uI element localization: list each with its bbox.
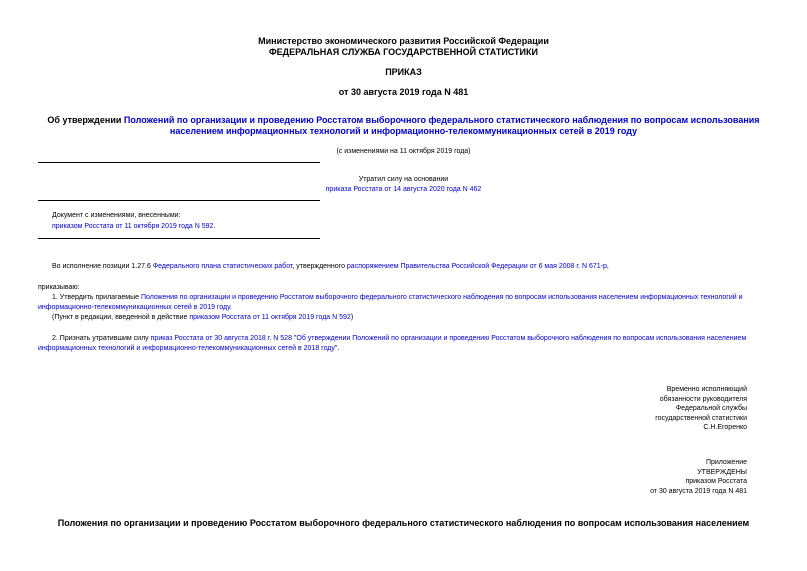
appendix-line: от 30 августа 2019 года N 481 [650,487,747,495]
old-regulations-link-continued[interactable]: информационных технологий и информационно-телекоммуникационных сетей в 2018 году [38,345,335,352]
appendix-block [650,458,747,496]
document-date: от 30 августа 2019 года N 481 [338,87,469,97]
status-text: Утратил силу на основании [358,176,449,183]
item-2 [52,334,746,344]
document-title [0,115,807,126]
signature-name: С.Н.Егоренко [703,424,747,431]
federal-plan-link[interactable]: Федерального плана статистических работ [152,263,293,270]
document-title-line2 [0,126,807,137]
item-1-line2 [38,303,232,313]
item-1 [52,293,743,303]
item-2-line2 [38,344,339,354]
title-prefix: Об утверждении [47,115,124,125]
item-1-text: 1. Утвердить прилагаемые [52,294,141,301]
signature-line: обязанности руководителя [659,395,747,403]
old-order-link[interactable]: приказ Росстата от 30 августа 2018 г. N 528 [150,335,292,342]
divider [38,200,320,201]
preamble-text: Во исполнение позиции 1.27.6 [52,263,153,270]
appendix-line: УТВЕРЖДЕНЫ [697,468,747,476]
item-1-suffix: . [229,304,232,311]
item-2-text: " [291,335,297,342]
changes-label: Документ с изменениями, внесенными: [52,212,181,219]
regulations-link[interactable]: Положения по организации и проведению Росстатом выборочного федерального статистического наблюдения по вопросам использования населением информационных технологий и [140,294,743,301]
order-word: приказываю: [38,284,80,291]
divider [38,238,320,239]
signature-line: Временно исполняющий [666,386,747,393]
repeal-order-link[interactable]: приказа Росстата от 14 августа 2020 года N 462 [325,186,482,193]
signature-line: государственной статистики [655,414,747,422]
preamble-text: , утвержденного [292,263,347,270]
appendix-line: Приложение [705,459,747,466]
changes-order-link[interactable]: приказом Росстата от 11 октября 2019 года N 592 [52,223,214,230]
signature-block [655,385,747,433]
government-order-link[interactable]: распоряжением Правительства Российской Федерации от 6 мая 2008 г. N 671-р [346,263,607,270]
preamble-text: , [606,263,609,270]
old-regulations-link[interactable]: Об утверждении Положений по организации и проведению Росстатом выборочного наблюдения по вопросам использования населением [296,335,747,342]
status-link-line [0,185,807,195]
changes-suffix: . [213,223,216,230]
amendment-order-link[interactable]: приказом Росстата от 11 октября 2019 года N 592 [189,314,351,321]
signature-line: Федеральной службы [675,405,747,412]
ministry-name: Министерство экономического развития Российской Федерации [258,36,549,46]
item-2-text: 2. Признать утратившим силу [52,335,151,342]
title-link[interactable]: Положений по организации и проведению Росстатом выборочного федерального статистического наблюдения по вопросам использования [123,115,760,125]
regulations-heading: Положения по организации и проведению Росстатом выборочного федерального статистического наблюдения по вопросам использования населением [57,518,750,528]
service-name: ФЕДЕРАЛЬНАЯ СЛУЖБА ГОСУДАРСТВЕННОЙ СТАТИСТИКИ [269,47,538,57]
item-2-suffix: ". [334,345,340,352]
appendix-line: приказом Росстата [685,478,747,485]
changes-line [52,222,215,232]
divider [38,162,320,163]
item-1-note [52,313,353,323]
regulations-link-continued[interactable]: информационно-телекоммуникационных сетей в 2019 году [38,304,230,311]
title-link-continued[interactable]: населением информационных технологий и информационно-телекоммуникационных сетей в 2019 году [169,126,638,136]
item-1-note-text: (Пункт в редакции, введенной в действие [52,314,190,321]
document-type: ПРИКАЗ [385,67,422,77]
item-1-note-suffix: ) [350,314,354,321]
edition-note: (с изменениями на 11 октября 2019 года) [336,148,471,155]
preamble [52,262,609,272]
